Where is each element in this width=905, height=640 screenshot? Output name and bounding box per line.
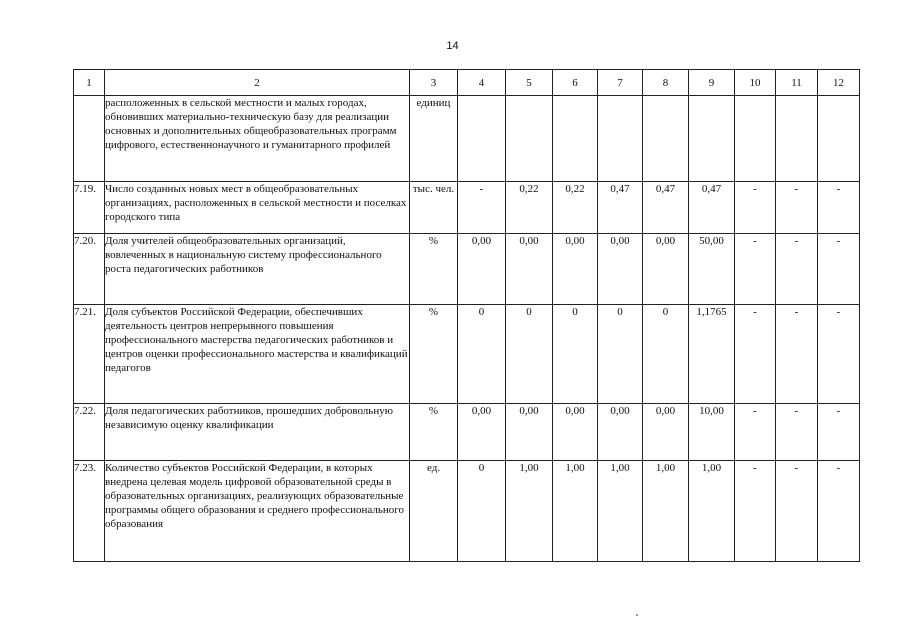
value-cell: 0,22 (553, 182, 598, 234)
value-cell: - (818, 234, 860, 305)
value-cell: - (818, 182, 860, 234)
header-cell: 10 (735, 70, 776, 96)
header-cell: 1 (74, 70, 105, 96)
value-cell: 0 (506, 305, 553, 404)
header-cell: 2 (105, 70, 410, 96)
row-number (74, 96, 105, 182)
indicator-name: Количество субъектов Российской Федерации, в которых внедрена целевая модель цифровой образовательной среды в образовательных организациях, реализующих образовательные программы общего образования и среднего профессионального образования (105, 461, 410, 562)
unit-cell: % (410, 234, 458, 305)
value-cell: 1,00 (553, 461, 598, 562)
value-cell: 1,00 (689, 461, 735, 562)
value-cell: 0 (553, 305, 598, 404)
header-cell: 4 (458, 70, 506, 96)
value-cell: 0,00 (458, 234, 506, 305)
value-cell: - (818, 305, 860, 404)
value-cell: 0,00 (506, 404, 553, 461)
row-number: 7.22. (74, 404, 105, 461)
header-cell: 9 (689, 70, 735, 96)
value-cell: 0 (458, 305, 506, 404)
value-cell: 0,00 (643, 234, 689, 305)
row-number: 7.20. (74, 234, 105, 305)
value-cell: 0,00 (643, 404, 689, 461)
value-cell: - (776, 404, 818, 461)
value-cell: 0,00 (598, 404, 643, 461)
value-cell: 0,00 (458, 404, 506, 461)
header-cell: 7 (598, 70, 643, 96)
value-cell: - (735, 305, 776, 404)
header-cell: 6 (553, 70, 598, 96)
header-cell: 12 (818, 70, 860, 96)
row-number: 7.19. (74, 182, 105, 234)
table-row (74, 305, 860, 404)
value-cell: 1,00 (643, 461, 689, 562)
value-cell: 0,47 (643, 182, 689, 234)
value-cell: - (776, 305, 818, 404)
unit-cell: единиц (410, 96, 458, 182)
table-row (74, 404, 860, 461)
indicator-name: Доля субъектов Российской Федерации, обеспечивших деятельность центров непрерывного повышения профессионального мастерства педагогических работников и центров оценки профессионального мастерства и квалификаций педагогов (105, 305, 410, 404)
header-cell: 8 (643, 70, 689, 96)
value-cell: - (818, 404, 860, 461)
value-cell: - (776, 461, 818, 562)
value-cell: - (735, 404, 776, 461)
table-row (74, 96, 860, 182)
value-cell: 0,00 (553, 404, 598, 461)
indicator-name: Число созданных новых мест в общеобразовательных организациях, расположенных в сельской местности и поселках городского типа (105, 182, 410, 234)
value-cell: 0,00 (506, 234, 553, 305)
value-cell: 0,47 (598, 182, 643, 234)
value-cell (458, 96, 506, 182)
value-cell: - (735, 234, 776, 305)
table-row (74, 461, 860, 562)
value-cell: 0 (458, 461, 506, 562)
indicators-table (73, 69, 860, 562)
value-cell: - (458, 182, 506, 234)
value-cell: 1,00 (506, 461, 553, 562)
indicator-name: Доля учителей общеобразовательных организаций, вовлеченных в национальную систему профессионального роста педагогических работников (105, 234, 410, 305)
value-cell (643, 96, 689, 182)
header-cell: 5 (506, 70, 553, 96)
value-cell: - (735, 461, 776, 562)
value-cell (506, 96, 553, 182)
table-row (74, 234, 860, 305)
value-cell (818, 96, 860, 182)
value-cell: 0,47 (689, 182, 735, 234)
table-row (74, 182, 860, 234)
unit-cell: тыс. чел. (410, 182, 458, 234)
value-cell: 1,1765 (689, 305, 735, 404)
unit-cell: % (410, 305, 458, 404)
value-cell: - (735, 182, 776, 234)
scan-speck (636, 614, 638, 616)
value-cell: - (776, 234, 818, 305)
value-cell: - (818, 461, 860, 562)
value-cell (553, 96, 598, 182)
value-cell (776, 96, 818, 182)
value-cell: 0,00 (598, 234, 643, 305)
indicator-name: расположенных в сельской местности и малых городах, обновивших материально-техническую базу для реализации основных и дополнительных общеобразовательных программ цифрового, естественнонаучного и гуманитарного профилей (105, 96, 410, 182)
value-cell (689, 96, 735, 182)
header-row (74, 70, 860, 96)
value-cell: 50,00 (689, 234, 735, 305)
value-cell: 0 (643, 305, 689, 404)
value-cell: 0,22 (506, 182, 553, 234)
unit-cell: % (410, 404, 458, 461)
header-cell: 11 (776, 70, 818, 96)
page-number: 14 (446, 40, 459, 52)
row-number: 7.21. (74, 305, 105, 404)
value-cell: - (776, 182, 818, 234)
value-cell (735, 96, 776, 182)
value-cell (598, 96, 643, 182)
header-cell: 3 (410, 70, 458, 96)
value-cell: 1,00 (598, 461, 643, 562)
unit-cell: ед. (410, 461, 458, 562)
value-cell: 10,00 (689, 404, 735, 461)
value-cell: 0,00 (553, 234, 598, 305)
indicator-name: Доля педагогических работников, прошедших добровольную независимую оценку квалификации (105, 404, 410, 461)
value-cell: 0 (598, 305, 643, 404)
row-number: 7.23. (74, 461, 105, 562)
